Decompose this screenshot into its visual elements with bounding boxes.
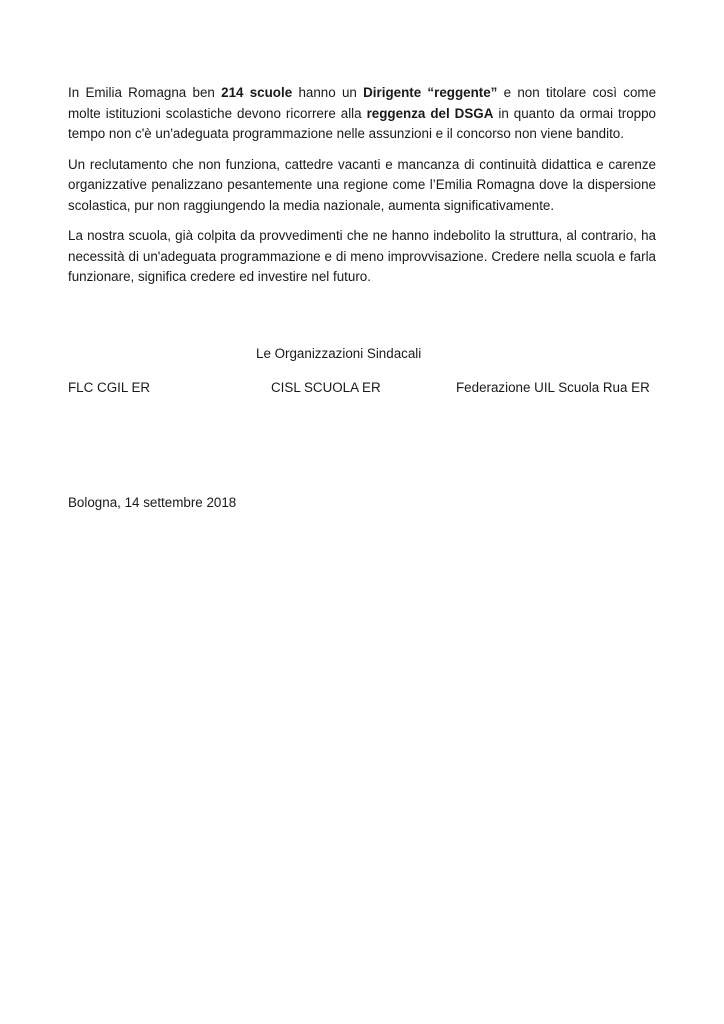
signatory-uil-scuola: Federazione UIL Scuola Rua ER <box>456 380 650 395</box>
paragraph-reclutamento: Un reclutamento che non funziona, cattedre vacanti e mancanza di continuità didattica e carenze organizzative penalizzano pesantemente una regione come l’Emilia Romagna dove la dispersione scolastica, pur non raggiungendo la media nazionale, aumenta significativamente. <box>68 156 656 213</box>
letter-body <box>68 83 656 298</box>
paragraph-1-text-4: in quanto da ormai troppo tempo non c'è un'adeguata programmazione nelle assunzioni e il concorso non viene bandito. <box>68 105 657 141</box>
paragraph-1-text-1: In Emilia Romagna ben <box>68 85 222 100</box>
paragraph-1-bold-dsga: reggenza del DSGA <box>366 105 494 121</box>
signatories-heading: Le Organizzazioni Sindacali <box>256 346 422 361</box>
paragraph-1-bold-dirigente: Dirigente “reggente” <box>363 85 498 100</box>
paragraph-reggenza <box>68 83 656 145</box>
paragraph-1-text-2: hanno un <box>292 85 364 100</box>
signatory-cisl-scuola: CISL SCUOLA ER <box>271 380 381 395</box>
paragraph-1-bold-214-scuole: 214 scuole <box>221 85 293 100</box>
paragraph-nostra-scuola: La nostra scuola, già colpita da provvedimenti che ne hanno indebolito la struttura, al contrario, ha necessità di un'adeguata programmazione e di meno improvvisazione. Credere nella scuola e farla funzionare, significa credere ed investire nel futuro. <box>68 228 656 284</box>
signatory-flc-cgil: FLC CGIL ER <box>68 380 151 395</box>
place-and-date: Bologna, 14 settembre 2018 <box>68 495 237 510</box>
paragraph-1-text-3: e non titolare così come molte istituzioni scolastiche devono ricorrere alla <box>68 85 657 121</box>
